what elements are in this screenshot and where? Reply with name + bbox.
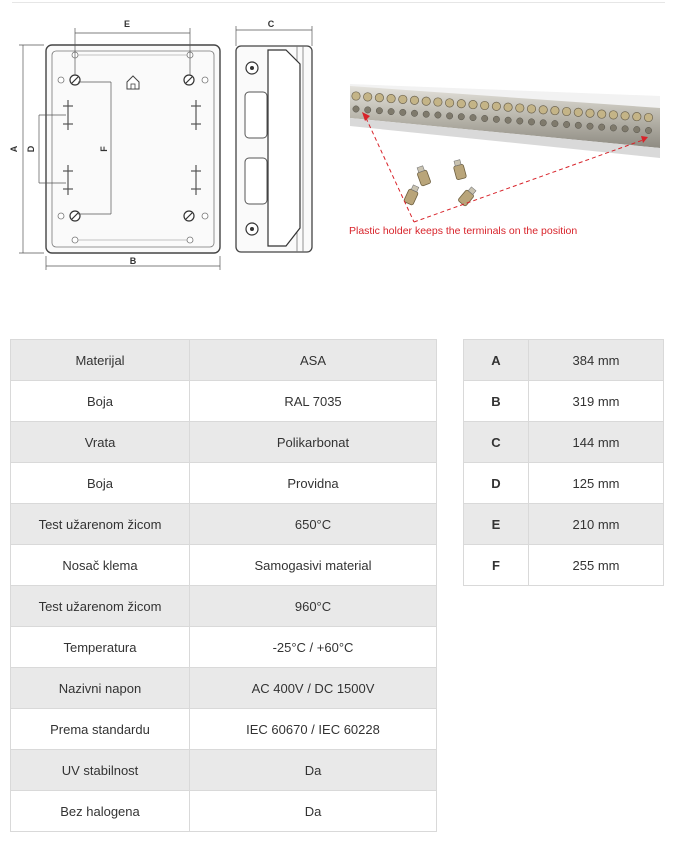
spec-property: Test užarenom žicom	[11, 504, 190, 545]
dimension-label: E	[464, 504, 529, 545]
spec-property: UV stabilnost	[11, 750, 190, 791]
dim-label-e: E	[123, 19, 131, 29]
spec-value: IEC 60670 / IEC 60228	[190, 709, 437, 750]
spec-value: -25°C / +60°C	[190, 627, 437, 668]
spec-property: Boja	[11, 463, 190, 504]
specifications-table	[10, 339, 437, 832]
dimension-value: 255 mm	[529, 545, 664, 586]
dimension-row	[464, 545, 664, 586]
dimension-value: 125 mm	[529, 463, 664, 504]
dim-label-b: B	[129, 256, 137, 266]
spec-value: Polikarbonat	[190, 422, 437, 463]
dimension-row	[464, 504, 664, 545]
front-view-drawing	[19, 28, 220, 270]
spec-row	[11, 750, 437, 791]
spec-row	[11, 668, 437, 709]
dimension-row	[464, 340, 664, 381]
dimension-label: B	[464, 381, 529, 422]
spec-property: Nosač klema	[11, 545, 190, 586]
dimension-row	[464, 381, 664, 422]
dimension-label: C	[464, 422, 529, 463]
spec-value: AC 400V / DC 1500V	[190, 668, 437, 709]
dim-label-d: D	[26, 145, 36, 153]
spec-property: Boja	[11, 381, 190, 422]
dimension-row	[464, 463, 664, 504]
photo-caption: Plastic holder keeps the terminals on the position	[349, 225, 578, 237]
spec-row	[11, 504, 437, 545]
spec-value: 960°C	[190, 586, 437, 627]
dim-label-c: C	[267, 19, 275, 29]
dim-label-f: F	[99, 146, 109, 152]
spec-property: Materijal	[11, 340, 190, 381]
spec-value: Da	[190, 791, 437, 832]
dimension-value: 319 mm	[529, 381, 664, 422]
spec-row	[11, 545, 437, 586]
dimension-value: 210 mm	[529, 504, 664, 545]
spec-row	[11, 791, 437, 832]
spec-row	[11, 627, 437, 668]
dimensions-table	[463, 339, 664, 586]
spec-value: 650°C	[190, 504, 437, 545]
spec-row	[11, 340, 437, 381]
spec-property: Vrata	[11, 422, 190, 463]
loose-terminals	[404, 159, 478, 206]
spec-value: Samogasivi material	[190, 545, 437, 586]
spec-property: Temperatura	[11, 627, 190, 668]
dimension-label: A	[464, 340, 529, 381]
dimension-label: F	[464, 545, 529, 586]
product-drawings	[0, 0, 683, 300]
side-view-drawing	[236, 26, 312, 252]
dimension-label: D	[464, 463, 529, 504]
spec-property: Test užarenom žicom	[11, 586, 190, 627]
dimension-value: 144 mm	[529, 422, 664, 463]
spec-row	[11, 463, 437, 504]
terminal-bar-photo	[350, 84, 660, 158]
dim-label-a: A	[9, 145, 19, 153]
spec-row	[11, 709, 437, 750]
spec-property: Prema standardu	[11, 709, 190, 750]
spec-value: Providna	[190, 463, 437, 504]
spec-value: ASA	[190, 340, 437, 381]
spec-value: RAL 7035	[190, 381, 437, 422]
spec-row	[11, 381, 437, 422]
spec-row	[11, 586, 437, 627]
dimension-value: 384 mm	[529, 340, 664, 381]
spec-value: Da	[190, 750, 437, 791]
dimension-row	[464, 422, 664, 463]
spec-property: Bez halogena	[11, 791, 190, 832]
spec-row	[11, 422, 437, 463]
spec-property: Nazivni napon	[11, 668, 190, 709]
